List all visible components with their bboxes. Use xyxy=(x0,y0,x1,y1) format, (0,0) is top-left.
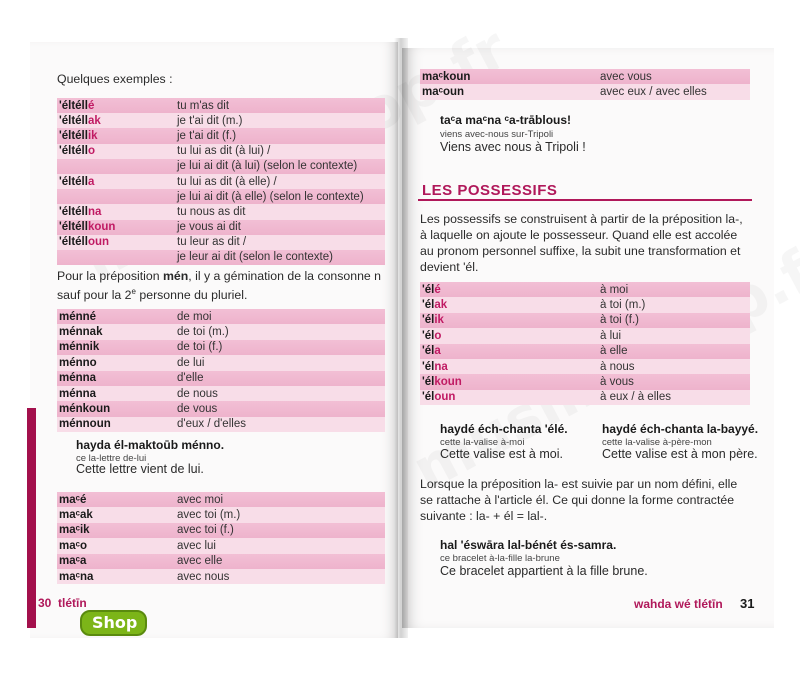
french-cell: d'eux / d'elles xyxy=(177,418,246,431)
preposition-men-paragraph xyxy=(57,268,387,303)
paragraph-line: Lorsque la préposition la- est suivie par un nom défini, elle xyxy=(420,477,738,491)
arabic-cell: maᶜik xyxy=(59,524,90,537)
arabic-cell xyxy=(59,176,94,188)
arabic-suffix: ik xyxy=(87,129,98,142)
arabic-cell: ménna xyxy=(59,372,97,385)
left-margin-bar xyxy=(27,408,36,628)
arabic-base: 'él xyxy=(422,314,435,327)
table-row xyxy=(420,282,750,297)
intro-text: Quelques exemples : xyxy=(57,72,173,86)
arabic-suffix: oun xyxy=(87,236,110,249)
french-cell: de nous xyxy=(177,387,218,400)
arabic-suffix: ak xyxy=(434,299,448,312)
french-cell: avec lui xyxy=(177,539,216,552)
french-cell: je leur ai dit (selon le contexte) xyxy=(177,251,333,264)
french-cell: je lui ai dit (à lui) (selon le contexte) xyxy=(177,160,358,173)
paragraph-line: au pronom personnel suffixe, la subit une transformation et xyxy=(420,244,741,258)
arabic-suffix: oun xyxy=(434,391,456,404)
arabic-cell xyxy=(59,221,115,233)
french-cell: avec moi xyxy=(177,493,224,506)
arabic-cell: maᶜo xyxy=(59,539,88,552)
arabic-base: 'él xyxy=(422,283,435,296)
table-row xyxy=(57,113,385,128)
table-row xyxy=(57,220,385,235)
french-cell: avec toi (m.) xyxy=(177,509,241,522)
arabic-suffix: ak xyxy=(87,114,101,127)
table-row xyxy=(57,98,385,113)
arabic-base: 'éltéll xyxy=(59,175,88,188)
example-french: Viens avec nous à Tripoli ! xyxy=(440,140,586,154)
arabic-cell xyxy=(59,145,95,157)
table-row xyxy=(57,569,385,584)
right-page-number: 31 xyxy=(740,596,755,611)
table-row xyxy=(57,128,385,143)
arabic-cell: ménno xyxy=(59,356,97,369)
arabic-cell: maᶜa xyxy=(59,555,87,568)
table-row xyxy=(420,69,750,84)
table-row xyxy=(57,144,385,159)
french-cell: tu lui as dit (à lui) / xyxy=(177,145,271,158)
table-row xyxy=(57,492,385,507)
book-gutter xyxy=(394,38,408,638)
paragraph-line: devient 'él. xyxy=(420,260,479,274)
table-row xyxy=(57,523,385,538)
arabic-suffix: é xyxy=(434,283,441,296)
french-cell: tu leur as dit / xyxy=(177,236,247,249)
arabic-cell xyxy=(422,361,448,373)
left-page-number: 30 xyxy=(38,596,52,610)
example-arabic-a: haydé éch-chanta 'élé. xyxy=(440,422,568,436)
arabic-cell xyxy=(422,345,441,357)
possessifs-paragraph xyxy=(420,211,756,275)
arabic-cell: ménnoun xyxy=(59,418,111,431)
arabic-cell xyxy=(422,330,441,342)
french-cell: je t'ai dit (f.) xyxy=(177,129,237,142)
arabic-base: 'éltéll xyxy=(59,205,88,218)
example-gloss: viens avec-nous sur-Tripoli xyxy=(440,129,554,140)
arabic-suffix: a xyxy=(434,345,441,358)
arabic-base: 'él xyxy=(422,329,435,342)
french-cell: tu m'as dit xyxy=(177,99,230,112)
arabic-base: 'él xyxy=(422,360,435,373)
arabic-cell xyxy=(59,115,101,127)
example-french-a: Cette valise est à moi. xyxy=(440,447,563,461)
paragraph-line: Les possessifs se construisent à partir de la préposition la-, xyxy=(420,212,743,226)
arabic-cell: maᶜoun xyxy=(422,86,465,99)
table-row xyxy=(57,386,385,401)
table-row xyxy=(57,340,385,355)
arabic-base: 'él xyxy=(422,376,435,389)
arabic-cell xyxy=(422,376,462,388)
french-cell: je t'ai dit (m.) xyxy=(177,114,243,127)
men-table xyxy=(57,309,385,432)
arabic-cell xyxy=(59,130,98,142)
maa-table-continued xyxy=(420,69,750,100)
french-cell: à moi xyxy=(600,283,629,296)
french-cell: tu lui as dit (à elle) / xyxy=(177,175,277,188)
table-row xyxy=(57,417,385,432)
table-row xyxy=(420,390,750,405)
arabic-cell xyxy=(422,299,447,311)
table-row xyxy=(57,189,385,204)
table-row xyxy=(57,159,385,174)
maa-table xyxy=(57,492,385,584)
para-superscript: e xyxy=(131,287,136,296)
french-cell: de toi (m.) xyxy=(177,326,229,339)
paragraph-line: à laquelle on ajoute le possesseur. Quand elle est accolée xyxy=(420,228,738,242)
french-cell: à vous xyxy=(600,376,634,389)
para-text: sauf pour la 2 xyxy=(57,288,132,303)
arabic-cell xyxy=(422,391,455,403)
arabic-base: 'éltéll xyxy=(59,129,88,142)
verb-suffix-table xyxy=(57,98,385,265)
example-gloss-b: cette la-valise à-père-mon xyxy=(602,437,712,448)
arabic-cell xyxy=(59,236,109,248)
french-cell: à toi (m.) xyxy=(600,299,646,312)
example-arabic: hayda él-maktoūb ménno. xyxy=(76,438,225,452)
arabic-base: 'éltéll xyxy=(59,114,88,127)
french-cell: de vous xyxy=(177,403,218,416)
left-page-footer xyxy=(38,596,87,610)
muslimshop-logo: Shop xyxy=(80,610,147,636)
arabic-base: 'éltéll xyxy=(59,236,88,249)
french-cell: d'elle xyxy=(177,372,204,385)
table-row xyxy=(57,355,385,370)
arabic-cell xyxy=(59,206,101,218)
arabic-suffix: koun xyxy=(87,221,116,234)
example-french-b: Cette valise est à mon père. xyxy=(602,447,758,461)
arabic-base: 'él xyxy=(422,299,435,312)
table-row xyxy=(57,401,385,416)
french-cell: de moi xyxy=(177,310,212,323)
french-cell: à lui xyxy=(600,329,622,342)
french-cell: avec elle xyxy=(177,555,223,568)
french-cell: à elle xyxy=(600,345,628,358)
para-text: Pour la préposition xyxy=(57,269,163,283)
french-cell: tu nous as dit xyxy=(177,205,246,218)
arabic-cell xyxy=(422,314,444,326)
example-gloss: ce la-lettre de-lui xyxy=(76,453,147,464)
arabic-base: 'él xyxy=(422,391,435,404)
french-cell: de lui xyxy=(177,356,205,369)
arabic-suffix: koun xyxy=(434,376,462,389)
table-row xyxy=(57,507,385,522)
french-cell: je lui ai dit (à elle) (selon le contexte) xyxy=(177,190,364,203)
example-arabic-c: hal 'éswāra lal-bénét és-samra. xyxy=(440,538,617,552)
paragraph-line: suivante : la- + él = lal-. xyxy=(420,509,548,523)
table-row xyxy=(57,324,385,339)
french-cell: je vous ai dit xyxy=(177,221,241,234)
table-row xyxy=(420,344,750,359)
example-arabic-b: haydé éch-chanta la-bayyé. xyxy=(602,422,759,436)
table-row xyxy=(420,374,750,389)
section-rule xyxy=(418,199,752,201)
example-gloss-c: ce bracelet à-la-fille la-brune xyxy=(440,553,560,564)
possessives-table xyxy=(420,282,750,405)
table-row xyxy=(57,371,385,386)
french-cell: à eux / à elles xyxy=(600,391,671,404)
arabic-cell xyxy=(59,100,94,112)
arabic-base: 'éltéll xyxy=(59,99,88,112)
arabic-cell: maᶜkoun xyxy=(422,70,471,83)
arabic-base: 'éltéll xyxy=(59,221,88,234)
french-cell: à nous xyxy=(600,360,635,373)
paragraph-line: se rattache à l'article él. Ce qui donne la forme contractée xyxy=(420,493,735,507)
para-text: , il y a gémination de la consonne n xyxy=(188,269,382,283)
arabic-cell: ménnik xyxy=(59,341,100,354)
table-row xyxy=(420,328,750,343)
table-row xyxy=(57,250,385,265)
arabic-cell: ménné xyxy=(59,310,97,323)
table-row xyxy=(57,174,385,189)
right-page-footer-title: wahda wé tlétīn xyxy=(634,597,723,611)
table-row xyxy=(57,538,385,553)
example-french-c: Ce bracelet appartient à la fille brune. xyxy=(440,564,648,578)
para-keyword: mén xyxy=(162,269,189,283)
arabic-cell: ménkoun xyxy=(59,403,111,416)
table-row xyxy=(57,235,385,250)
arabic-suffix: a xyxy=(87,175,95,188)
arabic-cell: maᶜak xyxy=(59,509,93,522)
example-gloss-a: cette la-valise à-moi xyxy=(440,437,525,448)
arabic-cell: ménna xyxy=(59,387,97,400)
section-title: LES POSSESSIFS xyxy=(422,182,558,199)
arabic-cell: ménnak xyxy=(59,326,103,339)
arabic-cell: maᶜé xyxy=(59,493,87,506)
example-french: Cette lettre vient de lui. xyxy=(76,462,204,476)
table-row xyxy=(420,359,750,374)
table-row xyxy=(57,554,385,569)
arabic-suffix: ik xyxy=(434,314,444,327)
table-row xyxy=(57,204,385,219)
contraction-paragraph xyxy=(420,476,756,524)
table-row xyxy=(420,84,750,99)
french-cell: à toi (f.) xyxy=(600,314,639,327)
french-cell: avec toi (f.) xyxy=(177,524,234,537)
arabic-suffix: é xyxy=(87,99,95,112)
arabic-cell xyxy=(422,284,441,296)
left-page-word: tlétīn xyxy=(58,596,87,610)
table-row xyxy=(420,297,750,312)
arabic-suffix: na xyxy=(434,360,448,373)
arabic-suffix: o xyxy=(87,145,95,158)
table-row xyxy=(57,309,385,324)
para-text: personne du pluriel. xyxy=(135,288,248,303)
arabic-suffix: na xyxy=(87,205,102,218)
french-cell: avec vous xyxy=(600,70,652,83)
table-row xyxy=(420,313,750,328)
arabic-base: 'él xyxy=(422,345,435,358)
french-cell: de toi (f.) xyxy=(177,341,223,354)
french-cell: avec nous xyxy=(177,570,230,583)
arabic-cell: maᶜna xyxy=(59,570,94,583)
example-arabic: taᶜa maᶜna ᶜa-trāblous! xyxy=(440,113,572,127)
arabic-base: 'éltéll xyxy=(59,145,88,158)
french-cell: avec eux / avec elles xyxy=(600,86,707,99)
arabic-suffix: o xyxy=(434,329,442,342)
